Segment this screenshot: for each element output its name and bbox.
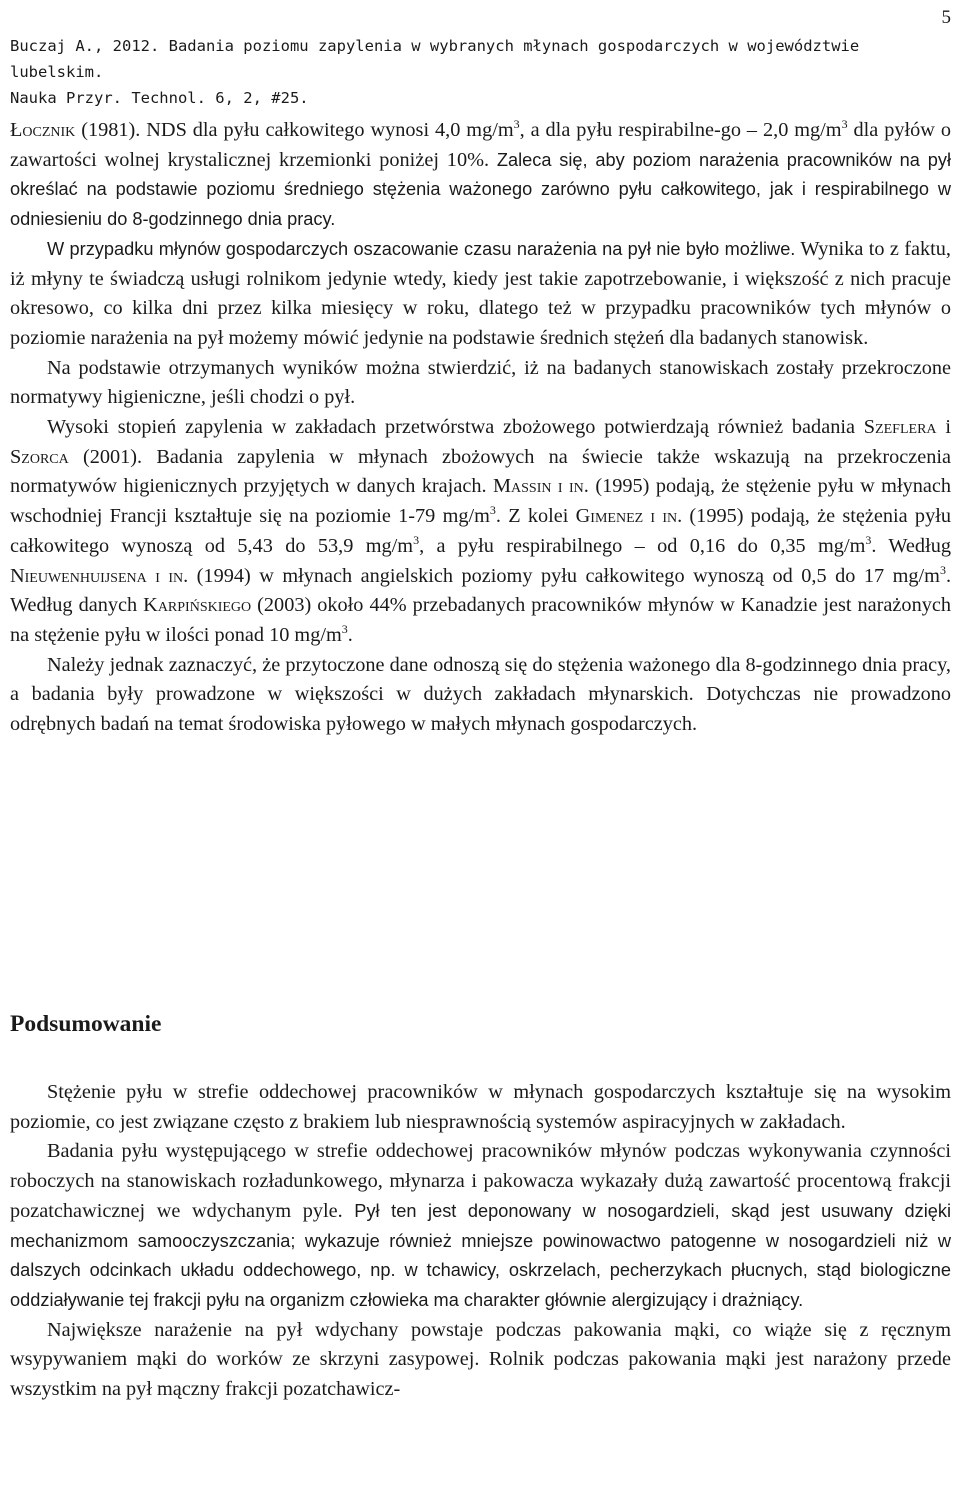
text-run: Wysoki stopień zapylenia w zakładach przetwórstwa zbożowego potwierdzają również badania [47,416,864,439]
superscript: 3 [865,532,872,547]
text-run: . [347,623,353,646]
text-run: Badania pyłu występującego w strefie oddechowej pracowników młynów podczas wykonywania czynności roboczych na stanowiskach rozładunkowego, młynarza i pakowacza wykazały dużą zawartość procentową frakcji pozatchawicznej we wdychanym pyle. [10,1140,951,1222]
author-citation: Łocznik [10,119,76,141]
text-run: (1995) podają, że stężenia pyłu całkowitego wynoszą od 5,43 do 53,9 mg/m [10,505,951,557]
text-run: (2003) około 44% przebadanych pracowników młynów w Kanadzie jest narażonych na stężenie pyłu w ilości ponad 10 mg/m [10,594,951,646]
author-citation: Karpińskiego [143,594,252,617]
text-run: . Według danych [10,564,952,617]
citation-line-1: Buczaj A., 2012. Badania poziomu zapylenia w wybranych młynach gospodarczych w województwie lubelskim. [10,37,860,81]
citation-line-2: Nauka Przyr. Technol. 6, 2, #25. [10,89,309,107]
text-run: W przypadku młynów gospodarczych oszacowanie czasu narażenia na pył nie było możliwe. [47,238,796,259]
paragraph [10,413,951,651]
text-run: Zaleca się, aby poziom narażenia pracowników na pył określać na podstawie poziomu średniego stężenia ważonego zarówno pyłu całkowitego, jak i respirabilnego w odniesieniu do 8-godzinnego dnia pracy. [10,149,951,230]
body-text-summary [10,1078,951,1405]
section-heading: Podsumowanie [10,1011,162,1037]
author-citation: Nieuwenhuijsena i in. [10,564,189,587]
superscript: 3 [939,562,946,577]
document-page [10,0,951,1506]
superscript: 3 [341,621,348,636]
page-number: 5 [941,7,951,28]
paragraph: Największe narażenie na pył wdychany powstaje podczas pakowania mąki, co wiąże się z ręcznym wsypywaniem mąki do worków ze skrzyni zasypowej. Rolnik podczas pakowania mąki jest narażony przede wszystkim na pył mączny frakcji pozatchawicz- [10,1318,951,1401]
superscript: 3 [489,503,496,518]
text-run: . Z kolei [495,505,576,528]
author-citation: Massin i in. [492,475,589,498]
text-run: Wynika to z faktu, iż młyny te świadczą usługi rolnikom jedynie wtedy, kiedy jest takie zapotrzebowanie, i większość z nich pracuje okresowo, co kilka dni przez kilka miesięcy w roku, dlatego też w przypadku pracowników tych młynów o poziomie narażenia na pył możemy mówić jedynie na podstawie średnich stężeń dla badanych stanowisk. [10,237,951,349]
text-run: Pył ten jest deponowany w nosogardzieli, skąd jest usuwany dzięki mechanizmom samooczyszczania; wykazuje również mniejsze powinowactwo patogenne w nosogardzieli niż w dalszych odcinkach układu oddechowego, np. w tchawicy, oskrzelach, pecherzykach płucnych, stąd biologiczne oddziaływanie tej frakcji pyłu na organizm człowieka ma charakter głównie alergizujący i drażniący. [10,1200,951,1310]
paragraph: Na podstawie otrzymanych wyników można stwierdzić, iż na badanych stanowiskach zostały przekroczone normatywy higieniczne, jeśli chodzi o pył. [10,356,951,409]
text-run: , a dla pyłu respirabilne-go – 2,0 mg/m [519,119,842,141]
superscript: 3 [513,117,520,131]
text-run: (1994) w młynach angielskich poziomy pyłu całkowitego wynoszą od 0,5 do 17 mg/m [188,564,940,587]
text-run: . Według [871,534,951,557]
paragraph: Stężenie pyłu w strefie oddechowej pracowników w młynach gospodarczych kształtuje się na wysokim poziomie, co jest związane często z brakiem lub niesprawnością systemów aspiracyjnych w zakładach. [10,1081,951,1133]
superscript: 3 [841,117,848,131]
author-citation: Szorca [10,445,69,468]
text-run: , a pyłu respirabilnego – od 0,16 do 0,35 mg/m [419,534,866,557]
text-run: (2001). Badania zapylenia w młynach zbożowych na świecie także wskazują na przekroczenia normatywów higienicznych przyjętych w danych krajach. [10,445,951,498]
author-citation: Szeflera [863,416,937,439]
paragraph [10,1137,951,1315]
superscript: 3 [413,532,420,547]
text-run: (1995) podają, że stężenie pyłu w młynach wschodniej Francji kształtuje się na poziomie 1-79 mg/m [10,475,952,528]
text-run: (1981). NDS dla pyłu całkowitego wynosi 4,0 mg/m [75,119,514,141]
paragraph: Należy jednak zaznaczyć, że przytoczone dane odnoszą się do stężenia ważonego dla 8-godzinnego dnia pracy, a badania były prowadzone w większości w dużych zakładach młynarskich. Dotychczas nie prowadzono odrębnych badań na temat środowiska pyłowego w małych młynach gospodarczych. [10,653,951,736]
running-header [10,7,951,111]
text-run: dla pyłów o zawartości wolnej krystalicznej krzemionki poniżej 10%. [10,119,951,171]
body-text-discussion [10,116,951,740]
text-run: i [936,416,951,439]
paragraph [10,116,951,235]
paragraph [10,235,951,354]
author-citation: Gimenez i in. [575,505,683,528]
